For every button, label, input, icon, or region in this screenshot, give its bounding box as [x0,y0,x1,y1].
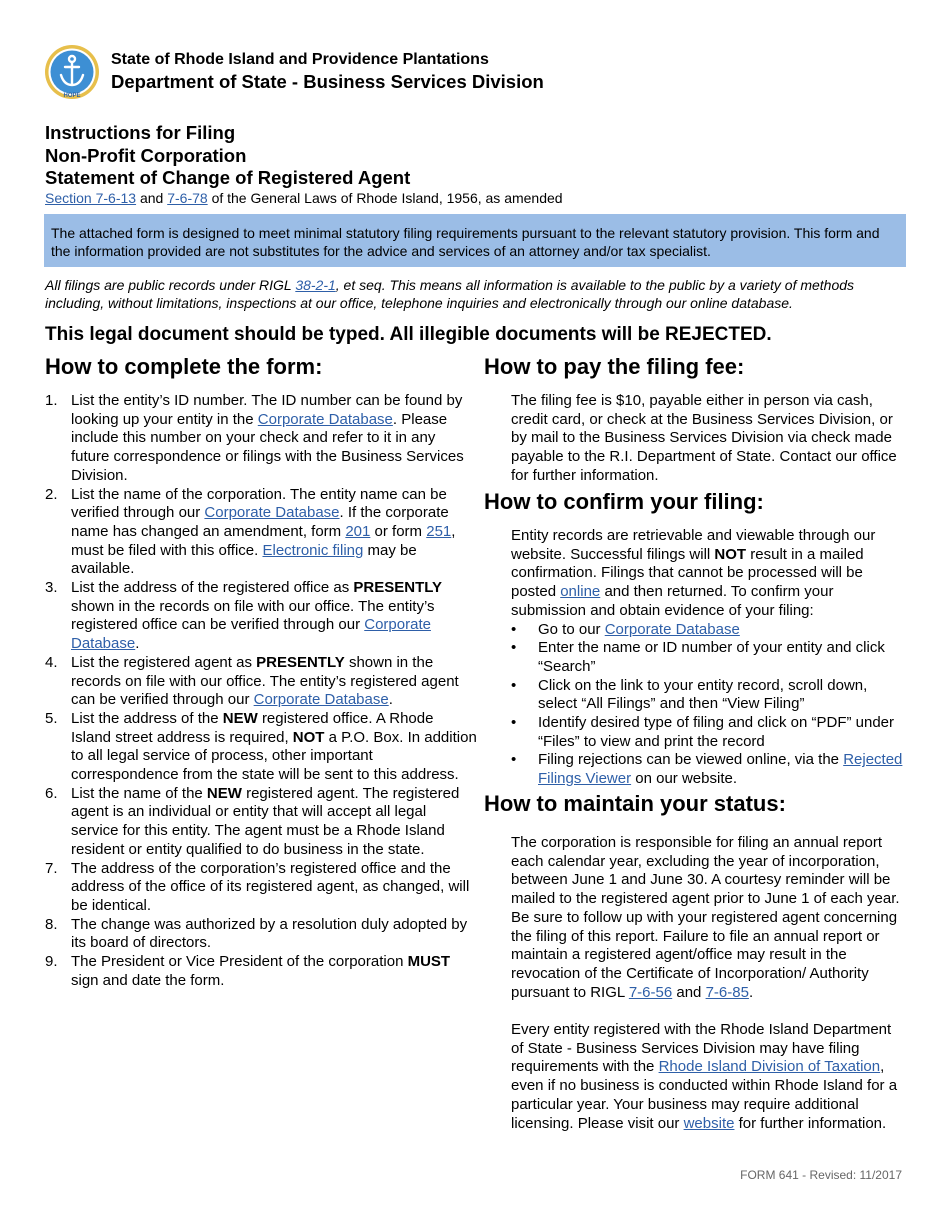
online-link[interactable]: online [560,583,601,601]
step-text: The President or Vice President of the corporation [71,953,404,971]
maintain-text: The corporation is responsible for filing an annual report each calendar year, excluding the year of incorporation, between June 1 and June 30. A courtesy reminder will be mailed to the registered agent prior to June 1 of each year. Be sure to follow up with your registered agent concerning the filing of this report. Failure to file an annual report or maintain a registered agent/office may result in the revocation of the Certificate of Incorporation/ Authority pursuant to RIGL [511,834,900,1001]
maintain-paragraph-2 [511,1021,907,1133]
step-text: . If the corporate name has changed an amendment, form [71,504,449,540]
maintain-text: for further information. [738,1114,887,1132]
step-emphasis: PRESENTLY [256,653,345,671]
step-emphasis: NEW [206,784,242,802]
step-text: List the address of the registered office as [71,579,350,597]
step-text: shown in the records on file with our office. The entity’s registered agent can be verified through our [71,653,459,709]
header-department: Department of State - Business Services Division [111,71,544,92]
division-of-taxation-link[interactable]: Rhode Island Division of Taxation [658,1058,881,1076]
confirm-steps-list [511,621,907,789]
step-text: List the address of the [71,709,219,727]
title-line-1: Instructions for Filing [45,122,236,143]
rigl-38-2-1-link[interactable]: 38-2-1 [295,277,336,293]
typed-warning: This legal document should be typed. All illegible documents will be REJECTED. [45,324,772,345]
bullet-text: Go to our [538,620,601,638]
step-number: 3. [45,579,58,597]
confirm-section [511,527,907,789]
bullet-marker: • [511,714,517,732]
step-7 [45,860,477,916]
statute-and: and [139,190,164,206]
step-number: 8. [45,915,58,933]
header-state-name: State of Rhode Island and Providence Plantations [111,51,489,68]
maintain-text: and [676,983,702,1001]
step-text: The change was authorized by a resolution duly adopted by its board of directors. [71,915,468,952]
title-line-3: Statement of Change of Registered Agent [45,167,411,188]
corporate-database-link[interactable]: Corporate Database [71,616,431,653]
step-1 [45,392,477,486]
bullet-text: Filing rejections can be viewed online, via the [538,751,840,769]
public-records-notice [45,277,907,312]
confirm-bullet-2 [511,639,907,676]
confirm-text: result in a mailed confirmation. Filings that cannot be processed will be posted [511,545,864,601]
step-number: 1. [45,392,58,409]
disclaimer-notice: The attached form is designed to meet minimal statutory filing requirements pursuant to the relevant statutory provision. This form and the information provided are not substitutes for the advice and services of an attorney and/or tax specialist. [44,214,906,267]
step-text: List the name of the [71,784,203,802]
confirm-text: Entity records are retrievable and viewable through our website. Successful filings will [511,527,876,563]
step-6 [45,785,477,860]
pay-text: The filing fee is $10, payable either in person via cash, credit card, or check at the Business Services Division, or by mail to the Business Services Division via check made payable to the R.I. Department of State. Contact our office for further information. [511,392,897,484]
rigl-7-6-85-link[interactable]: 7-6-85 [705,983,749,1001]
step-emphasis: PRESENTLY [353,579,443,597]
step-text: . [388,691,393,709]
corporate-database-link[interactable]: Corporate Database [604,620,740,638]
confirm-emphasis: NOT [714,545,747,563]
document-title [45,122,410,190]
step-text: . [135,635,140,653]
corporate-database-link[interactable]: Corporate Database [253,691,389,709]
rigl-7-6-56-link[interactable]: 7-6-56 [628,983,673,1001]
step-text: sign and date the form. [71,971,225,989]
step-3 [45,579,477,654]
maintain-paragraph-1 [511,834,907,1002]
confirm-bullet-3 [511,677,907,714]
step-number: 6. [45,784,58,802]
rejected-filings-viewer-link[interactable]: Rejected Filings Viewer [538,751,903,788]
bullet-marker: • [511,639,517,657]
step-number: 7. [45,859,58,877]
confirm-bullet-5 [511,751,907,788]
step-text: The address of the corporation’s registered office and the address of the office of its registered agent, as changed, will be identical. [71,859,470,914]
maintain-text: , even if no business is conducted within Rhode Island for a particular year. Your business may require additional licensing. Please visit our [511,1058,898,1132]
bullet-marker: • [511,751,517,769]
step-number: 9. [45,953,58,971]
maintain-text: . [748,983,754,1001]
step-text: or form [374,522,423,540]
step-4 [45,654,477,710]
statute-reference [45,190,563,206]
bullet-marker: • [511,620,517,638]
step-8 [45,916,477,953]
confirm-bullet-4 [511,714,907,751]
state-seal-icon [44,44,100,100]
section-7-6-13-link[interactable]: Section 7-6-13 [45,190,137,206]
step-text: registered office. A Rhode Island street address is required, [71,709,434,746]
bullet-text: Enter the name or ID number of your entity and click “Search” [538,639,885,675]
confirm-text: and then returned. To confirm your submission and obtain evidence of your filing: [511,583,834,619]
public-post: , et seq. This means all information is available to the public by a variety of methods including, without limitations, inspections at our office, telephone inquiries and electronically through our online database. [45,277,855,311]
step-text: may be available. [71,541,417,578]
maintain-heading: How to maintain your status: [484,791,786,816]
website-link[interactable]: website [683,1114,735,1132]
step-emphasis: NEW [222,709,258,727]
page-header [44,44,904,100]
step-emphasis: MUST [407,953,451,971]
step-text: List the name of the corporation. The entity name can be verified through our [71,485,447,522]
seal-text: HOPE [63,93,81,99]
corporate-database-link[interactable]: Corporate Database [257,410,393,428]
confirm-bullet-1 [511,621,907,640]
step-2 [45,486,477,580]
section-7-6-78-link[interactable]: 7-6-78 [167,190,208,206]
step-text: , must be filed with this office. [71,522,456,559]
confirm-intro [511,527,907,621]
public-pre: All filings are public records under RIGL [45,277,292,293]
step-text: a P.O. Box. In addition to all legal service of process, other important correspondence from the state will be sent to this address. [71,728,477,784]
bullet-text: Click on the link to your entity record, scroll down, select “All Filings” and then “View Filing” [538,676,868,713]
confirm-heading: How to confirm your filing: [484,489,764,514]
maintain-text: Every entity registered with the Rhode Island Department of State - Business Services Division may have filing requirements with the [511,1021,892,1076]
corporate-database-link[interactable]: Corporate Database [204,504,340,522]
bullet-marker: • [511,676,517,694]
title-line-2: Non-Profit Corporation [45,144,247,166]
step-text: shown in the records on file with our office. The entity’s registered office can be verified through our [71,597,435,634]
statute-rest: of the General Laws of Rhode Island, 1956, as amended [211,190,563,206]
complete-heading: How to complete the form: [45,354,323,379]
step-number: 2. [45,485,58,503]
step-emphasis: NOT [292,728,325,746]
complete-steps-list [45,392,477,991]
step-text: List the registered agent as [71,653,252,671]
step-9 [45,953,477,990]
bullet-text: on our website. [635,770,737,788]
form-201-link[interactable]: 201 [345,522,371,540]
step-text: List the entity’s ID number. The ID number can be found by looking up your entity in the [71,392,463,428]
step-5 [45,710,477,785]
pay-heading: How to pay the filing fee: [484,354,745,379]
electronic-filing-link[interactable]: Electronic filing [262,541,364,559]
step-number: 5. [45,709,58,727]
form-revision-footer: FORM 641 - Revised: 11/2017 [740,1168,902,1182]
bullet-text: Identify desired type of filing and click on “PDF” under “Files” to view and print the record [538,714,895,750]
step-text: . Please include this number on your check and refer to it in any future correspondence or filings with the Business Services Division. [71,410,464,484]
step-number: 4. [45,653,58,671]
form-251-link[interactable]: 251 [426,522,452,540]
step-text: registered agent. The registered agent is an individual or entity that will accept all legal service for this entity. The agent must be a Rhode Island resident or entity qualified to do business in the state. [71,784,460,858]
